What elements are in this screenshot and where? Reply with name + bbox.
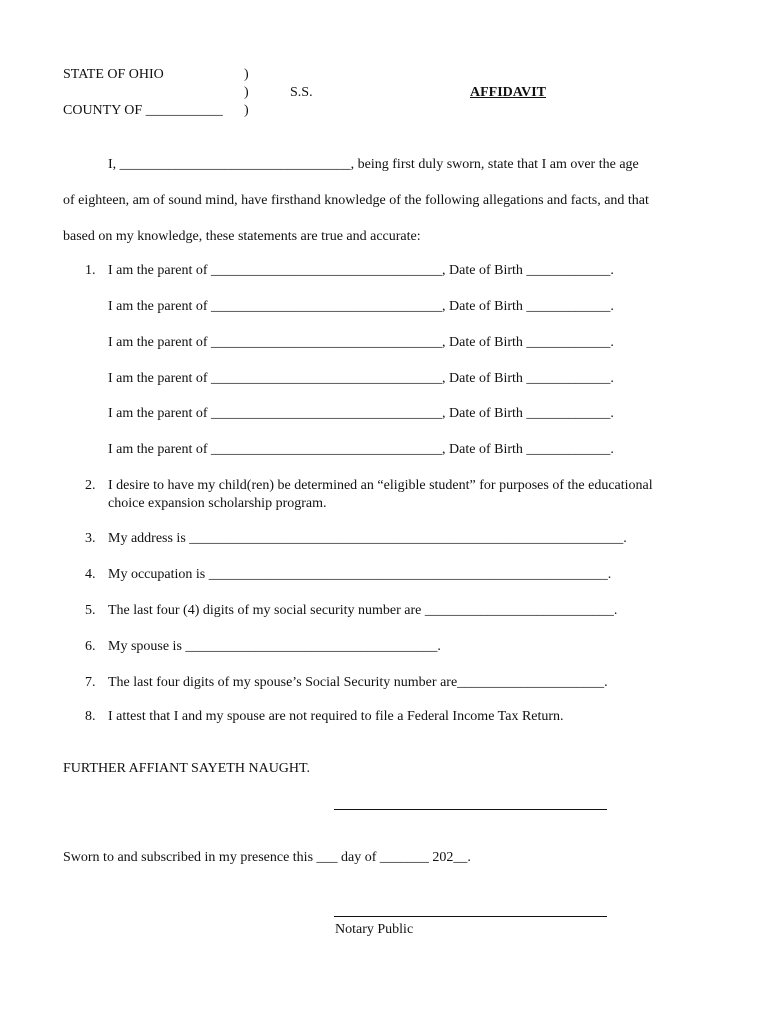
parent-line: I am the parent of _________________________________, Date of Birth ____________. — [108, 299, 614, 314]
spouse-line: My spouse is ____________________________________. — [108, 639, 441, 654]
notary-signature-line — [334, 916, 607, 917]
notary-label: Notary Public — [335, 922, 414, 937]
parent-line: I am the parent of _________________________________, Date of Birth ____________. — [108, 442, 614, 457]
spouse-ssn-line: The last four digits of my spouse’s Social Security number are_____________________. — [108, 675, 608, 690]
item-number: 2. — [85, 478, 96, 493]
item-number: 4. — [85, 567, 96, 582]
intro-line: of eighteen, am of sound mind, have firsthand knowledge of the following allegations and facts, and that — [63, 193, 649, 208]
address-line: My address is ______________________________________________________________. — [108, 531, 627, 546]
item-number: 3. — [85, 531, 96, 546]
item-number: 8. — [85, 709, 96, 724]
item-number: 1. — [85, 263, 96, 278]
state-label: STATE OF OHIO — [63, 67, 164, 82]
item-number: 7. — [85, 675, 96, 690]
occupation-line: My occupation is _________________________________________________________. — [108, 567, 612, 582]
further-affiant-text: FURTHER AFFIANT SAYETH NAUGHT. — [63, 761, 311, 776]
intro-line: I, _________________________________, being first duly sworn, state that I am over the age — [108, 157, 639, 172]
parent-line: I am the parent of _________________________________, Date of Birth ____________. — [108, 335, 614, 350]
caption-paren: ) — [244, 67, 249, 82]
attest-line: I attest that I and my spouse are not required to file a Federal Income Tax Return. — [108, 709, 564, 724]
document-title: AFFIDAVIT — [470, 85, 546, 100]
caption-paren: ) — [244, 103, 249, 118]
parent-line: I am the parent of _________________________________, Date of Birth ____________. — [108, 371, 614, 386]
affiant-signature-line — [334, 809, 607, 810]
county-label: COUNTY OF ___________ — [63, 103, 223, 118]
parent-line: I am the parent of _________________________________, Date of Birth ____________. — [108, 263, 614, 278]
item-2-text: I desire to have my child(ren) be determined an “eligible student” for purposes of the educational — [108, 478, 653, 493]
ss-label: S.S. — [290, 85, 313, 100]
ssn-line: The last four (4) digits of my social security number are ___________________________. — [108, 603, 618, 618]
intro-line: based on my knowledge, these statements are true and accurate: — [63, 229, 421, 244]
item-2-text: choice expansion scholarship program. — [108, 496, 327, 511]
item-number: 6. — [85, 639, 96, 654]
sworn-line: Sworn to and subscribed in my presence this ___ day of _______ 202__. — [63, 850, 471, 865]
caption-paren: ) — [244, 85, 249, 100]
parent-line: I am the parent of _________________________________, Date of Birth ____________. — [108, 406, 614, 421]
item-number: 5. — [85, 603, 96, 618]
